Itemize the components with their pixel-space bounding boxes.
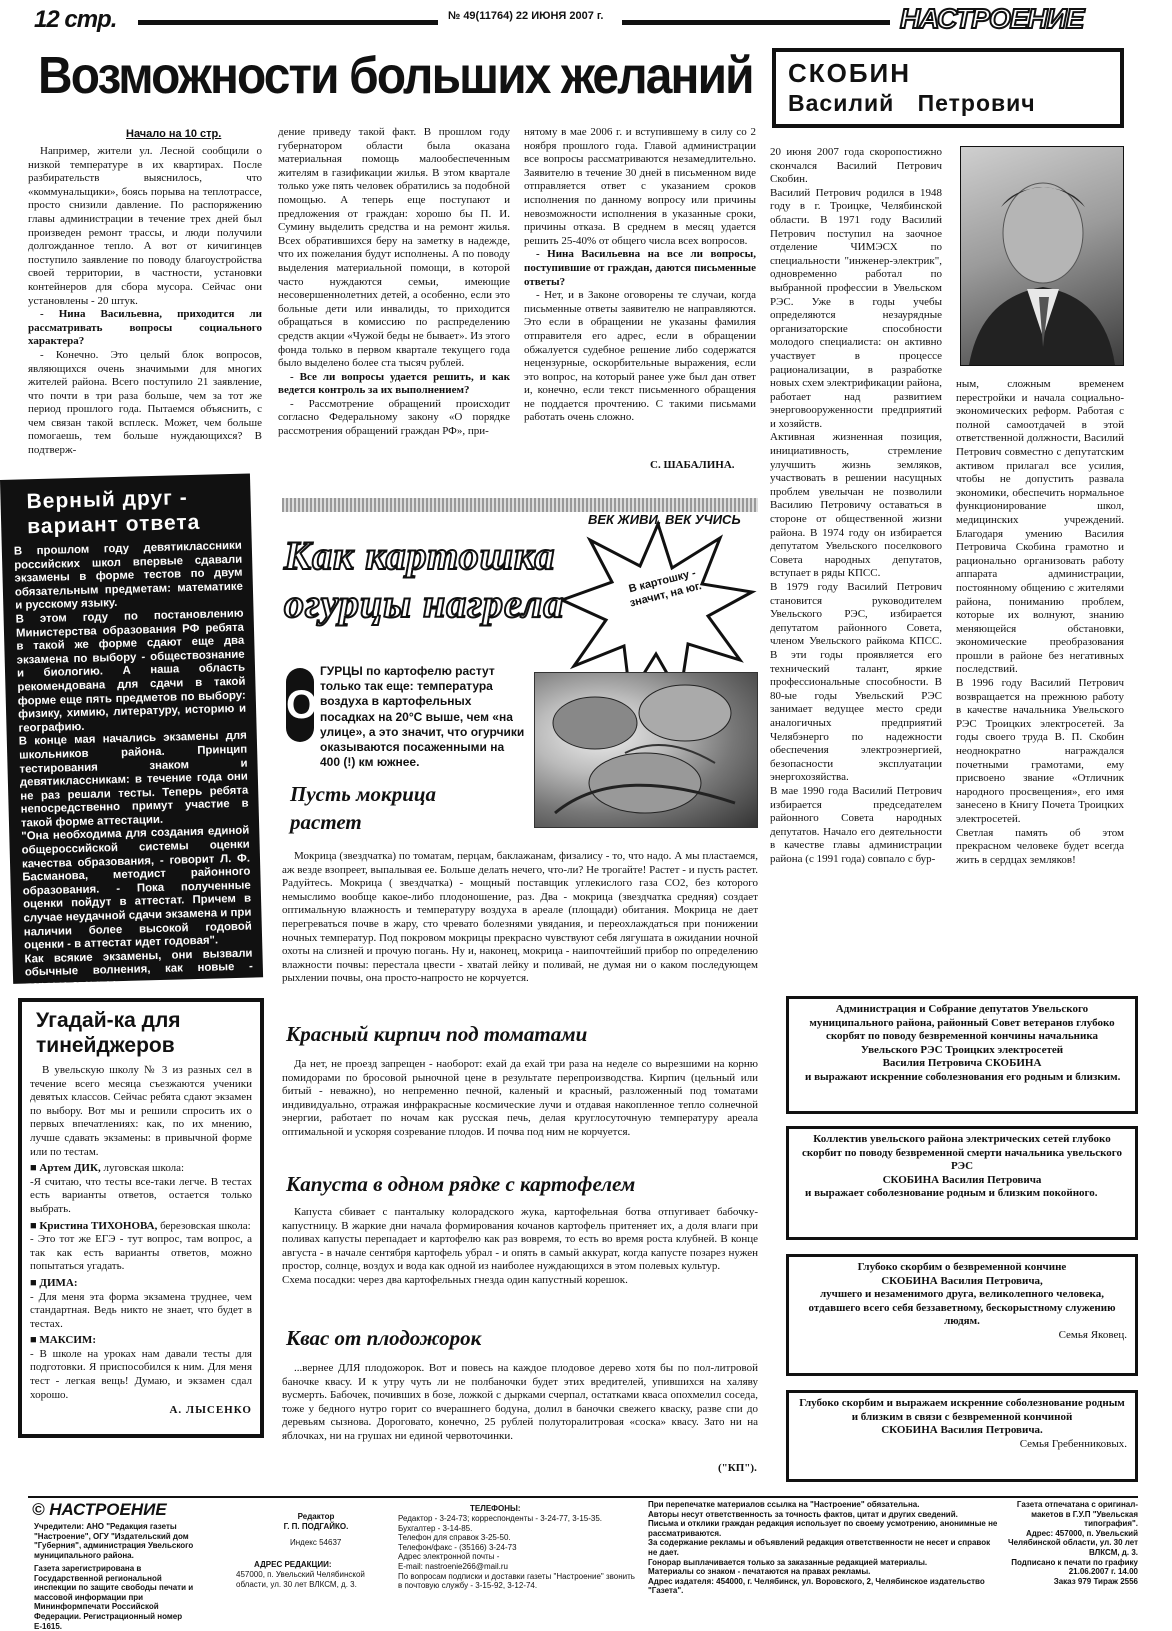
col3-question: - Нина Васильевна на все ли вопросы, поступившие от граждан, даются письменные ответы? (524, 248, 756, 288)
garden-section-4-title: Квас от плодожорок (286, 1326, 482, 1350)
footer-index: Индекс 54637 (290, 1538, 342, 1547)
footer-print: Газета отпечатана с оригинал-макетов в Г.У.П "Увельская типография". Адрес: 457000, п. Увельский Челябинской области, ул. 30 лет ВЛКСМ, д. 3. Подписано к печати по графику 21.06.2007 г. 14.00 Заказ 979 Тираж 2556 (1007, 1500, 1138, 1586)
quote-name: Артем ДИК, (39, 1162, 101, 1175)
issue-line: № 49(11764) 22 ИЮНЯ 2007 г. (448, 10, 604, 22)
main-author: С. ШАБАЛИНА. (650, 459, 735, 471)
quote-school: березовская школа: (160, 1219, 251, 1232)
portrait-figure (961, 147, 1123, 365)
header-rule-right (622, 20, 890, 25)
obituary-portrait (960, 146, 1124, 366)
col3-paragraph: нятому в мае 2006 г. и вступившему в силу со 2 ноября прошлого года. Главой администрации все вопросы рассматриваются незамедлительно. Заявителю в течение 30 дней в письменном виде отправляется ответ с указанием сроков исполнения по данному вопросу или причины невозможности исполнения в указанные сроки, причины отказа. В среднем в месяц удается решить 25-40% от общего числа всех вопросов. (524, 126, 756, 247)
teen-quote (30, 1334, 252, 1402)
teen-quote (30, 1162, 252, 1216)
col2-paragraph: дение приведу такой факт. В прошлом году губернатором области была оказана материальная помощь малообеспеченным жителям в газификации жилья. В этом квартале только уже пять человек обратились за подобной помощью. А теперь еще поступают и предложения от граждан: хорошо бы П. И. Сумину выделить средства и на ремонт жилья. Всех обратившихся беру на заметку в надежде, что их пожелания будут исполнены. А по поводу выделения материальной помощи, в которой часто нуждаются семьи, имеющие несовершеннолетних детей, а особенно, если это больные дети или инвалиды, то приходится обращаться в комиссию по распределению средств акции «Чужой беды не бывает». Из этого фонда только в первом квартале текущего года было выделено более ста тысяч рублей. (278, 126, 510, 370)
quote-bullet-icon: ■ (30, 1334, 40, 1347)
garden-photo (534, 672, 758, 828)
col2-answer: - Рассмотрение обращений происходит согласно Федеральному закону «О порядке рассмотрения обращений граждан РФ», при- (278, 397, 510, 438)
obituary-firstname: Василий Петрович (788, 90, 1036, 116)
teen-author: А. ЛЫСЕНКО (169, 1404, 252, 1417)
col1-answer: - Конечно. Это целый блок вопросов, являющихся очень значимыми для многих жителей района. Всего поступило 21 заявление, что почти в три раза больше, чем за тот же период прошлого года. Пытаемся объяснить, с чем связан такой всплеск. Может, чем больше помогаешь, тем больше нуждающихся? В подтверж- (28, 348, 262, 457)
garden-rubric: ВЕК ЖИВИ, ВЕК УЧИСЬ (588, 512, 741, 527)
main-col-3 (524, 126, 756, 460)
garden-rubric-bar (282, 498, 758, 512)
condolence-box (786, 1126, 1138, 1240)
garden-section-1-text: Мокрица (звездчатка) по томатам, перцам, баклажанам, физалису - то, что надо. А мы пластаемся, аж везде взопреет, выпалывая ее. Больше делать нечего, что-ли? Не трогайте! Растет - и пусть растет. Радуйтесь. Мокрица ( звездчатка) - мощный поставщик углекислого газа СО2, без которого немыслимо вообще какое-либо плодоношение, раз. Два - мокрица (звездчатка средняя) создает оптимальную влажность и температуру воздуха в ареале (площади) обитания. Мокрица не дает перегреваться почве в жару, сто чревато болезнями увядания, и переохлаждаться при понижении ночных температур. Под покровом мокрицы прекрасно чувствуют себя лягушата в ожидании ночной охоты на слизней и прочую погань. Ну и, наконец, мокрица - наипочтейший прибор по определению влажности почвы: перестала цвести - хватай лейку и поливай, не думая ни о каком последующем рыхлении почвы, она просто-напросто не корчуется. (282, 850, 758, 985)
garden-section-2-title: Красный кирпич под томатами (286, 1022, 588, 1046)
condolence-text: Глубоко скорбим о безвременной кончине (857, 1261, 1067, 1273)
quote-text: - Для меня эта форма экзамена труднее, чем стандартная. Ведь никто не знает, что будет в тестах. (30, 1290, 252, 1330)
footer-rule (28, 1496, 1138, 1498)
footer-logo: © НАСТРОЕНИЕ (32, 1500, 167, 1519)
condolence-box (786, 1390, 1138, 1482)
obituary-col-1: 20 июня 2007 года скоропостижно скончался Василий Петрович Скобин. Василий Петрович родился в 1948 году в г. Троицке, Челябинской области. В 1971 году Василий Петрович поступил на заочное отделение ЧИМЭСХ по специальности "инженер-электрик", одновременно работал по выбранной профессии в Увельском РЭС. Уже в годы учебы определяются незаурядные организаторские способности молодого специалиста: он активно участвует в процессе рационализации, в разработке новых схем электрификации района, работает над развитием энерговооруженности предприятий и хозяйств. Активная жизненная позиция, инициативность, стремление улучшить жизнь земляков, участвовать в решении насущных проблем увелычан не позволили Василию Петровичу оставаться в стороне от общественной жизни района. В 1974 году он избирается депутатом Увельского поселкового Совета народных депутатов, вступает в ряды КПСС. В 1979 году Василий Петрович становится руководителем Увельского РЭС, избирается депутатом районного Совета, членом Увельского райкома КПСС. В эти годы проявляется его технический талант, яркие профессиональные способности. В 80-ые годы Увельский РЭС занимает ведущее место среди аналогичных предприятий Челябэнерго по надежности обеспечения электроэнергией, безопасности эксплуатации энергохозяйства. В мае 1990 года Василий Петрович избирается председателем районного Совета народных депутатов. Начало его деятельности в качестве главы администрации района (с 1991 года) совпало с бур- (770, 146, 942, 865)
quote-bullet-icon: ■ (30, 1219, 40, 1232)
condolence-tail: лучшего и незаменимого друга, великолепного человека, отдавшего всего себя беззаветному, бескорыстному служению людям. (808, 1288, 1116, 1327)
header-rule-left (138, 20, 438, 25)
garden-section-3-title: Капуста в одном рядке с картофелем (286, 1172, 636, 1196)
condolence-text: Коллектив увельского района электрических сетей глубоко скорбит по поводу безвременной смерти начальника увельского РЭС (801, 1133, 1123, 1172)
obituary-name-box (772, 48, 1124, 128)
col3-answer: - Нет, и в Законе оговорены те случаи, когда письменные ответы заявителю не направляются. Это если в обращении не указаны фамилия отправителя его адрес, если в обращении обжалуется судебное решение либо содержатся нецензурные, оскорбительные выражения, если это вопрос, на который ранее уже был дан ответ и, конечно, если текст письменного обращения не поддается прочтению. С такими письмами работать очень сложно. (524, 289, 756, 424)
masthead-logo: НАСТРОЕНИЕ (900, 3, 1084, 34)
footer-notes: При перепечатке материалов ссылка на "Настроение" обязательна. Авторы несут ответственность за точность фактов, цитат и других сведений. Письма и отклики граждан редакция использует по своему усмотрению, анонимные не рассматриваются. За содержание рекламы и объявлений редакция ответственности не несет и справок не дает. Гонорар выплачивается только за заказанные редакцией материалы. Материалы со знаком - печатаются на правах рекламы. Адрес издателя: 454000, г. Челябинск, ул. Воровского, 2, Челябинское издательство "Газета". (648, 1500, 998, 1596)
footer-phones-title: ТЕЛЕФОНЫ: (470, 1504, 521, 1513)
obituary-surname: СКОБИН (788, 58, 912, 88)
col1-question: - Нина Васильевна, приходится ли рассматривать вопросы социального характера? (28, 308, 262, 348)
quote-bullet-icon: ■ (30, 1162, 40, 1175)
quote-name: Кристина ТИХОНОВА, (39, 1219, 158, 1232)
main-col-2 (278, 126, 510, 476)
garden-source: ("КП"). (718, 1462, 757, 1474)
teen-quote (30, 1220, 252, 1274)
condolence-text: Глубоко скорбим и выражаем искренние соболезнование родным и близким в связи с безвременной кончиной (799, 1397, 1125, 1423)
condolence-tail: и выражают искренние соболезнования его родным и близким. (805, 1070, 1121, 1083)
obituary-col-2: ным, сложным временем перестройки и начала социально-экономических реформ. Работая с полной самоотдачей в этой ответственной должности, Василий Петрович совместно с депутатским активом прилагал все усилия, чтобы не допустить развала экономики, обеспечить нормальное функционирование школ, медицинских учреждений. Благодаря умению Василия Петровича Скобина грамотно и рационально организовать работу аппарата администрации, постоянному общению с жителями района, пониманию проблем, которые их волнуют, знанию меняющейся обстановки, экономические преобразования прошли в районе без негативных последствий. В 1996 году Василий Петрович возвращается на прежнюю работу в качестве начальника Увельского РЭС Троицких электросетей. За годы своего труда В. П. Скобин неоднократно награждался почетными грамотами, ему присвоено звание «Отличник народного просвещения», его имя занесено в Книгу Почета Троицких электросетей. Светлая память об этом прекрасном человеке будет всегда жить в сердцах земляков! (956, 378, 1124, 866)
exam-box-title: Верный друг - вариант ответа (26, 486, 201, 539)
quote-text: - Это тот же ЕГЭ - тут вопрос, там вопрос, а так как есть варианты ответов, можно попытаться угадать. (30, 1233, 252, 1273)
condolence-name: СКОБИНА Василия Петровича, (881, 1274, 1043, 1287)
condolence-box (786, 996, 1138, 1114)
garden-section-1-title: Пусть мокрица растет (290, 782, 437, 834)
main-headline: Возможности больших желаний (38, 47, 753, 105)
teen-box (18, 998, 264, 1438)
condolence-box (786, 1254, 1138, 1376)
footer-address: 457000, п. Увельский Челябинской области, ул. 30 лет ВЛКСМ, д. 3. (236, 1570, 365, 1589)
condolence-signature: Семья Гребенниковых. (1019, 1437, 1127, 1450)
quote-bullet-icon: ■ (30, 1276, 40, 1289)
garden-drop-cap: О (286, 668, 314, 742)
condolence-name: СКОБИНА Василия Петровича. (881, 1424, 1043, 1436)
garden-section-4-text: ...вернее ДЛЯ плодожорок. Вот и повесь на каждое плодовое дерево хотя бы по пол-литровой баночке квасу. И к утру чуть ли не полбаночки будет этих вредителей, упившихся на халяву вусмерть. Бабочек, почивших в бозе, ложкой с дырками счерпал, остатками кваса опохмелил соседа, тоже у бедного нутро горит со вчерашнего бодуна, долил в баночки свежего кваску, разве спи до деревьям сызнова. Дороговато, конечно, 25 рублей полуторалитровая «соска» квасу. Зато ни на яблочках, ни на грушах ни единой червоточинки. (282, 1362, 758, 1442)
condolence-name: СКОБИНА Василия Петровича (882, 1173, 1042, 1186)
footer-founders: Учредители: АНО "Редакция газеты "Настроение", ОГУ "Издательский дом "Губерния", администрация Увельского муниципального района. (34, 1522, 194, 1560)
teen-box-title: Угадай-ка для тинейджеров (36, 1009, 181, 1057)
teen-box-intro: В увельскую школу № 3 из разных сел в течение всего месяца съезжаются ученики девятых классов. Сейчас ребята сдают экзамен по выбору. Вот мы и решили спросить их о первых впечатлениях: как, по их мнению, лучше сдавать экзамены: в привычной форме или по тестам. (30, 1064, 252, 1158)
exam-box-text: В прошлом году девятиклассники российских школ впервые сдавали экзамены в форме тестов по двум обязательным предметам: математике и русскому языку. В этом году по постановлению Министерства образования РФ ребята в такой же форме сдают еще два экзамена по выбору - обществознание и биологию. А наша область рекомендована для сдачи в такой форме еще пять предметов по выбору: физику, химию, литературу, историю и географию. В конце мая начались экзамены для школьников района. Принцип тестирования знаком и девятиклассникам: в течение года они не раз решали тесты. Теперь ребята непосредственно примут участие в такой форме аттестации. "Она необходима для создания единой общероссийской системы оценки качества образования, - говорит Л. Ф. Басманова, методист районного образования. - Пока полученные оценки пойдут в аттестат. Причем в случае неудачной сдачи экзамена и при наличии более высокой годовой оценки - в аттестат идет годовая". Как всякие экзамены, они вызвали обычные волнения, как новые - первые отзывы. (13, 539, 253, 993)
condolence-name: Василия Петровича СКОБИНА (882, 1057, 1042, 1069)
condolence-signature: Семья Яковец. (1058, 1328, 1127, 1341)
page-number: 12 стр. (34, 6, 117, 33)
footer-registration: Газета зарегистрирована в Государственной региональной инспекции по защите свободы печати и массовой информации при Мининформпечати Российской Федерации. Регистрационный номер Е-1615. (34, 1564, 194, 1631)
exam-box (0, 473, 263, 993)
quote-name: МАКСИМ: (39, 1334, 96, 1347)
main-col-1 (28, 145, 262, 475)
quote-text: - В школе на уроках нам давали тесты для подготовки. Я приспособился к ним. Для меня тест - легкая вещь! Думаю, и экзамен сдал хорошо. (30, 1347, 252, 1401)
teen-quote (30, 1277, 252, 1331)
garden-section-3-text: Капуста сбивает с панталыку колорадского жука, картофельная ботва отпугивает бабочку-капустницу. В жаркие дни начала формирования кочанов картофель притеняет их, а доля влаги при поливах капусты перепадает и картофелю как раз вовремя, то есть во время роста клубней. В конце августа - в начале сентября картофель убрал - и опять в самый аккурат, когда капусте позарез нужен простор, солнце, воздух и вода как одной из наиболее нуждающихся в этом полевых культур. Схема посадки: через два картофельных гнезда один капустный корешок. (282, 1206, 758, 1286)
continued-from: Начало на 10 стр. (126, 128, 222, 140)
quote-school: луговская школа: (103, 1162, 185, 1175)
footer-address-title: АДРЕС РЕДАКЦИИ: (254, 1560, 332, 1569)
garden-section-2-text: Да нет, не проезд запрещен - наоборот: ехай да ехай три раза на неделе со вырезшими на корню помидорами по бросовой рыночной цене в результате перепроизводства. Кирпич (цельный или битый - неважно), но непременно печной, каленый и красный, разложенный под томатами индивидуально, отражая инфракрасные космические лучи и отдавая накопленное тепло солнечной энергии, работает по ночам как русская печь, делая круглосуточную температуру ареала оптимальной и ускоряя созревание плодов. И почва под ним не корчуется. (282, 1058, 758, 1138)
starburst-text: В картошку - значит, на юг. (627, 567, 703, 610)
condolence-text: Администрация и Собрание депутатов Увельского муниципального района, районный Совет ветеранов глубоко скорбят по поводу безвременной кончины начальника Увельского РЭС Троицких электросетей (809, 1003, 1115, 1056)
footer-phones: Редактор - 3-24-73; корреспонденты - 3-24-77, 3-15-35. Бухгалтер - 3-14-85. Телефон для справок 3-25-50. Телефон/факс - (35166) 3-24-73 Адрес электронной почты - E-mail: nastroenie266@mail.ru По вопросам подписки и доставки газеты "Настроение" звонить в почтовую службу - 3-15-92, 3-12-74. (398, 1514, 635, 1591)
col2-question: - Все ли вопросы удается решить, и как ведется контроль за их выполнением? (278, 370, 510, 397)
cucumber-leaves-image (535, 673, 757, 827)
condolence-tail: и выражает соболезнование родным и близким покойного. (805, 1187, 1098, 1199)
footer-editor: Редактор Г. П. ПОДГАЙКО. (283, 1512, 349, 1531)
col1-paragraph: Например, жители ул. Лесной сообщили о низкой температуре в их квартирах. После разбирательств выяснилось, что «коммунальщики», боясь порыва на теплотрассе, просто снизили давление. По распоряжению главы администрации в течение трех дней был произведен ремонт трассы, и люди получили долгожданное тепло. А вот от кичигинцев поступило заявление по поводу благоустройства своей территории, в частности, установки контейнеров для сбора мусора. Сейчас они установлены - 20 штук. (28, 145, 262, 307)
quote-text: -Я считаю, что тесты все-таки легче. В тестах есть варианты ответов, остается только выбрать. (30, 1175, 252, 1215)
garden-headline: Как картошка огурцы нагрела (284, 533, 565, 626)
garden-lead: ГУРЦЫ по картофелю растут только так еще: температура воздуха в картофельных посадках на 20°С выше, чем «на улице», а это значит, что огурчики оказываются посаженными на 400 (!) км южнее. (320, 664, 525, 770)
quote-name: ДИМА: (39, 1276, 78, 1289)
